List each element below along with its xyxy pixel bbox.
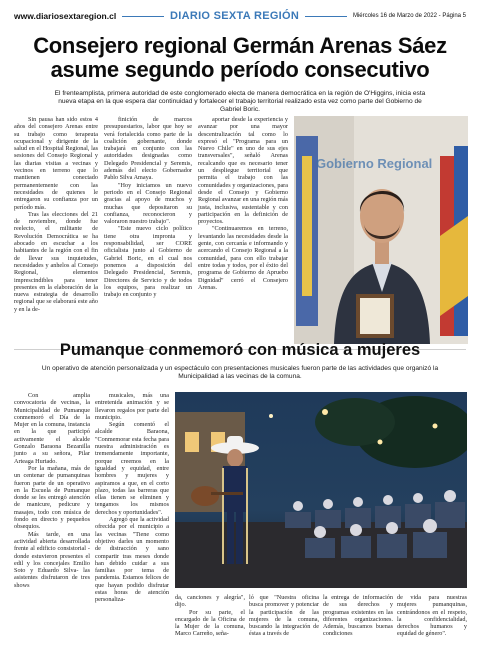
article2-col2-paragraph: musicales, más una entretenida animación y se llevaron regalos por parte del municipio. [95, 392, 169, 421]
article2-col5-paragraph: la entrega de información de sus derechos y programas existentes en las diferentes organizaciones. Además, buscamos buenas condiciones [323, 594, 393, 638]
mariachi-concert-illustration [175, 392, 467, 588]
header-rule-right [305, 16, 347, 17]
article2-deck: Un operativo de atención personalizada y un espectáculo con presentaciones musicales fueron parte de las actividades que organizó la Municipalidad a las vecinas de la comuna. [41, 365, 439, 380]
mariachi-concert-photo [175, 392, 467, 588]
article2-col3-paragraph: da, canciones y alegría", dijo. [175, 594, 245, 609]
article2-column-5 [323, 594, 393, 638]
article2-col2-paragraph: Según comentó el alcalde Baraona, "Conmemorar esta fecha para nuestra administración es tremendamente importante, porque creemos en la igualdad y equidad, entre hombres y mujeres y aspiramos a que, en el corto plazo, todas las barreras que ellas tienen se eliminen y tengamos los mismos derechos y oportunidades". [95, 421, 169, 516]
article1-deck: El frenteamplista, primera autoridad de este conglomerado electa de manera democrática en la región de O'Higgins, inicia esta nueva etapa en la que espera dar continuidad y fortalecer el trabajo territorial realizado esta vez como parte del Gobierno de Gabriel Boric. [54, 90, 426, 113]
article2-col2-paragraph: Agregó que la actividad ofrecida por el municipio a las vecinas "Tiene como objetivo darles un momento de distracción y sano compartir tras meses donde han debido cuidar a sus familias por tema de pandemia. Estamos felices de que hayan podido disfrutar estas horas de atención personaliza- [95, 516, 169, 604]
article2-column-3 [175, 594, 245, 638]
header-rule-left [122, 16, 164, 17]
article1-col3-paragraph: "Continuaremos en terreno, levantando las necesidades desde la gente, con cercanía e informando y acercando el Consejo Regional a la comunidad, para con ello trabajar entre todas y todos, por el éxito del programa de Gobierno de Apruebo Dignidad" cerró el Consejero Arenas. [198, 225, 288, 291]
article1-headline: Consejero regional Germán Arenas Sáez asume segundo período consecutivo [33, 33, 447, 82]
article2-col1-paragraph: Por la mañana, más de un centenar de pumanquinas fueron parte de un operativo en la Escuela de Pumanque donde se les entregó atención de manicure, pedicure y masajes, todo con música de fondo en directo y pequeños obsequios. [14, 464, 90, 531]
article1-column-1 [14, 116, 98, 313]
article1-column-3 [198, 116, 288, 291]
site-url[interactable]: www.diariosextaregion.cl [14, 11, 117, 21]
article2-col4-paragraph: ló que "Nuestra oficina busca promover y potenciar la participación de las mujeres de la comuna, buscando la integración de éstas a través de [249, 594, 319, 638]
page-header [14, 8, 466, 24]
article2-col6-paragraph: de vida para nuestras mujeres pumanquinas, centrándonos en el respeto, la confidencialidad, derechos humanos y equidad de género". [397, 594, 467, 638]
article2-headline: Pumanque conmemoró con música a mujeres [59, 341, 421, 359]
article2-column-4 [249, 594, 319, 638]
newspaper-brand: DIARIO SEXTA REGIÓN [169, 10, 300, 22]
article1-col2-paragraph: finición de marcos presupuestarios, labor que hoy se verá fortalecida como parte de la coalición gobernante, donde trabajará en conjunto con las autoridades designadas como Delegado Presidencial y Seremis, además del electo Gobernador Pablo Silva Amaya. [104, 116, 192, 182]
article1-col3-paragraph: aportar desde la experiencia y avanzar por una mayor descentralización tal como lo expresó el "Programa para un Nuevo Chile" en uno de sus ejes transversales", señaló Arenas recalcando que es necesario tener un despliegue territorial que permita el trabajo con las comunidades y organizaciones, para desde el Consejo y Gobierno Regional avanzar en una región más justa, inclusiva, sustentable y con participación en la definición de proyectos. [198, 116, 288, 226]
councilor-portrait-illustration [294, 116, 468, 344]
article2-col3-paragraph: Por su parte, el encargado de la Oficina de la Mujer de la comuna, Marco Carreño, seña- [175, 608, 245, 638]
article1-col2-paragraph: "Este nuevo ciclo político tiene otra impronta y responsabilidad, ser CORE oficialista junto al Gobierno de Gabriel Boric, en el cual nos ponemos a disposición del Delegado Presidencial, Seremis, Directores de Servicio y de todos los equipos, para realizar un trabajo en conjunto y [104, 225, 192, 299]
article2-col1-paragraph: Más tarde, en una actividad abierta desarrollada frente al edificio consistorial -donde estuvieron presentes el edil y los concejales Emilio Soto y Eduardo Silva- las asistentes disfrutaron de tres shows [14, 530, 90, 589]
article1-col1-paragraph: Sin pausa han sido estos 4 años del consejero Arenas entre su trabajo como terapeuta ocupacional y dirigente de la salud en el Hospital Regional, las sesiones del Consejo Regional y las diarias visitas a vecinas y vecinos en terreno que lo mantienen conectado permanentemente con las necesidades de quienes le entregaron su confianza por un período más. [14, 116, 98, 211]
article1-column-2 [104, 116, 192, 298]
article2-col1-paragraph: Con amplia convocatoria de vecinas, la Municipalidad de Pumanque conmemoró el Día de la Mujer en la comuna, instancia en la que participó activamente el alcalde Gonzalo Baraona Bezanilla junto a su señora, Pilar Arteaga Hurtado. [14, 392, 90, 465]
article1-col1-paragraph: Tras las elecciones del 21 de noviembre, donde fue reelecto, el militante de Revolución Democrática se ha abocado en escuchar a los habitantes de la región con el fin de llevar sus inquietudes, necesidades y anhelos al Consejo Regional, elementos imprescindibles para tener presentes en la elaboración de la nueva estrategia de desarrollo regional que se elaborará este año y en la de- [14, 210, 98, 313]
issue-date: Miércoles 16 de Marzo de 2022 - Página 5 [352, 13, 467, 19]
article1-col2-paragraph: "Hoy iniciamos un nuevo periodo en el Consejo Regional gracias al apoyo de muchos y muchas que depositaron su confianza, reconocieron y valoraron nuestro trabajo". [104, 181, 192, 226]
councilor-portrait-photo [294, 116, 468, 344]
article2-column-1 [14, 392, 90, 589]
wall-sign-text: Gobierno Regional [316, 156, 433, 171]
article2-column-6 [397, 594, 467, 638]
article2-column-2 [95, 392, 169, 604]
